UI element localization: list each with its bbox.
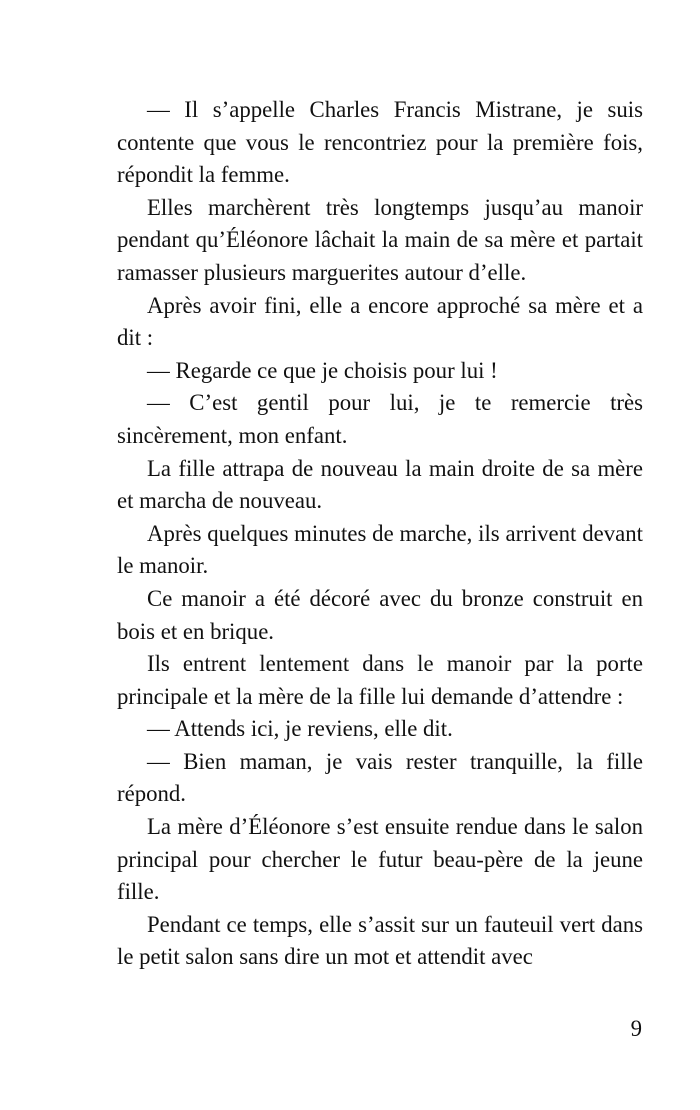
paragraph: — Il s’appelle Charles Francis Mistrane, je suis contente que vous le rencontriez pour la première fois, répondit la femme. (117, 97, 643, 188)
paragraph: — C’est gentil pour lui, je te remercie très sincèrement, mon enfant. (117, 390, 643, 448)
paragraph: — Attends ici, je reviens, elle dit. (147, 716, 453, 742)
paragraph: Après quelques minutes de marche, ils arrivent devant le manoir. (117, 520, 643, 579)
paragraph: La mère d’Éléonore s’est ensuite rendue dans le salon principal pour chercher le futur beau-père de la jeune fille. (117, 814, 643, 905)
paragraph: La fille attrapa de nouveau la main droite de sa mère et marcha de nouveau. (117, 455, 643, 514)
paragraph: — Bien maman, je vais rester tranquille, la fille répond. (117, 748, 643, 807)
paragraph: Ils entrent lentement dans le manoir par la porte principale et la mère de la fille lui demande d’attendre : (117, 651, 643, 709)
paragraph: Elles marchèrent très longtemps jusqu’au manoir pendant qu’Éléonore lâchait la main de sa mère et partait ramasser plusieurs marguerites autour d’elle. (117, 194, 643, 285)
paragraph: Après avoir fini, elle a encore approché sa mère et a dit : (117, 292, 643, 351)
page-number: 9 (630, 1016, 642, 1041)
paragraph: Pendant ce temps, elle s’assit sur un fauteuil vert dans le petit salon sans dire un mot et attendit avec (117, 911, 643, 970)
body-text (117, 94, 643, 974)
paragraph: — Regarde ce que je choisis pour lui ! (147, 357, 498, 383)
paragraph: Ce manoir a été décoré avec du bronze construit en bois et en brique. (117, 585, 643, 644)
